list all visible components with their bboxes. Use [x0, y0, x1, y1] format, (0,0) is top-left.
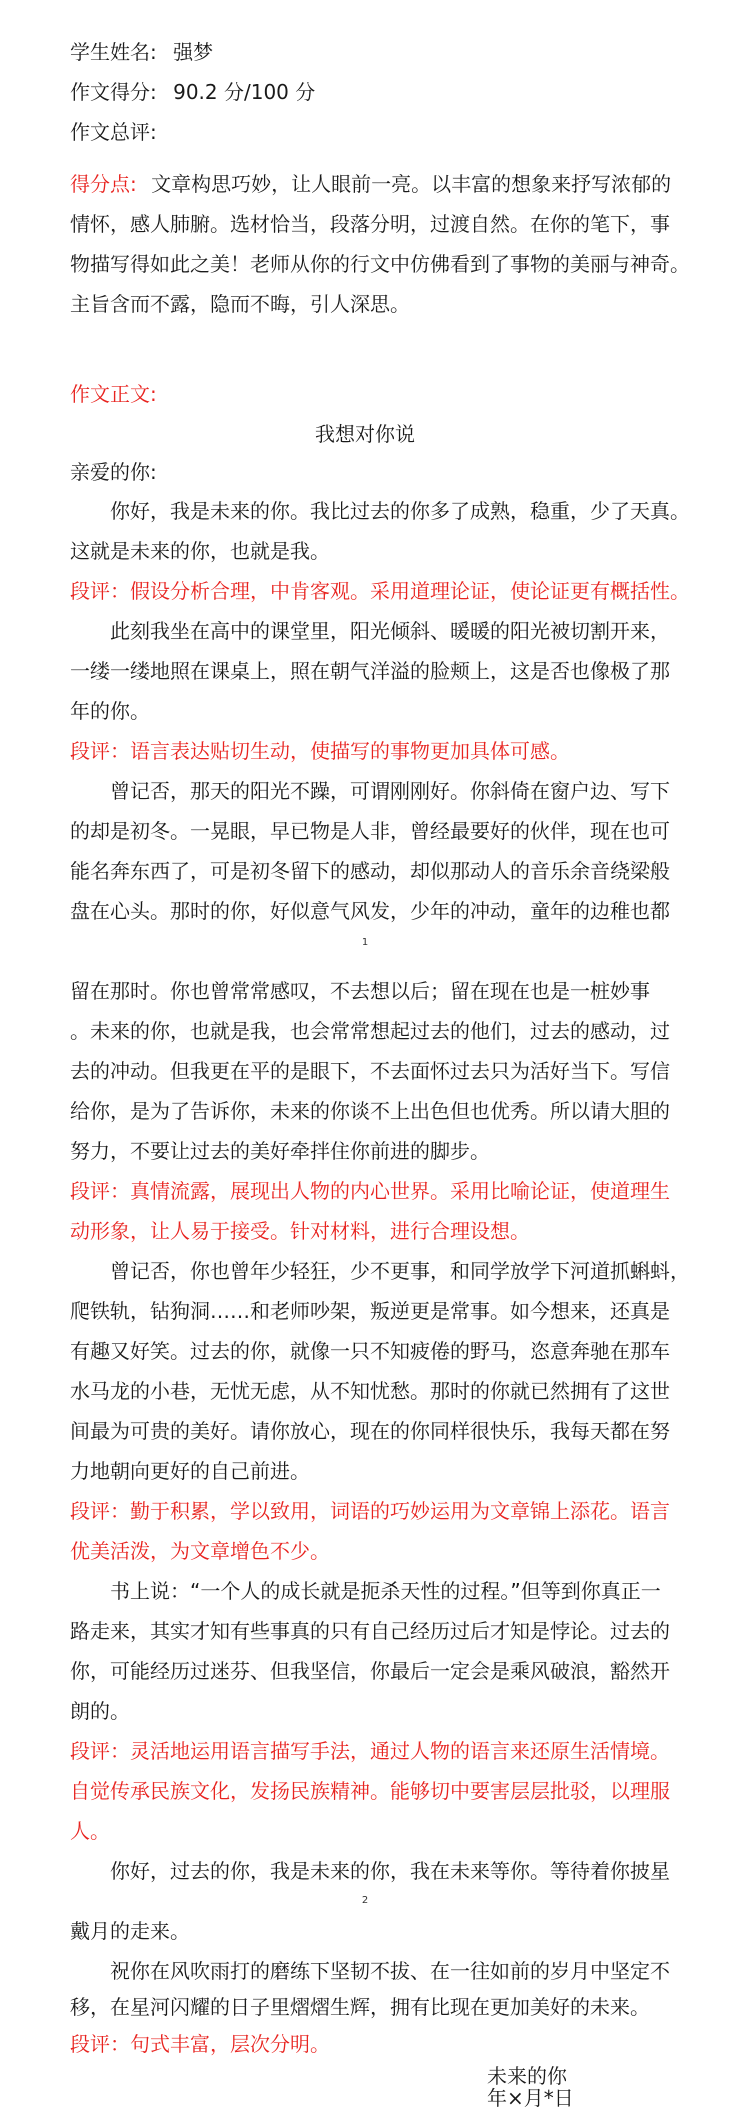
- paragraph-4-line: 间最为可贵的美好。请你放心，现在的你同样很快乐，我每天都在努: [70, 1419, 670, 1443]
- essay-title: 我想对你说: [315, 422, 415, 446]
- paragraph-1-line: 你好，我是未来的你。我比过去的你多了成熟，稳重，少了天真。: [110, 499, 690, 523]
- paragraph-6-line: 你好，过去的你，我是未来的你，我在未来等你。等待着你披星: [110, 1859, 670, 1883]
- paragraph-3-line: 能名奔东西了，可是初冬留下的感动，却似那动人的音乐余音绕梁般: [70, 859, 670, 883]
- paragraph-review-3: 动形象，让人易于接受。针对材料，进行合理设想。: [70, 1219, 530, 1243]
- paragraph-4-line: 力地朝向更好的自己前进。: [70, 1459, 310, 1483]
- score-value: 90.2 分/100 分: [173, 80, 316, 104]
- paragraph-3-line: 去的冲动。但我更在平的是眼下，不去面怀过去只为活好当下。写信: [70, 1059, 670, 1083]
- paragraph-4-line: 曾记否，你也曾年少轻狂，少不更事，和同学放学下河道抓蝌蚪，: [110, 1259, 690, 1283]
- paragraph-3-line: 给你，是为了告诉你，未来的你谈不上出色但也优秀。所以请大胆的: [70, 1099, 670, 1123]
- paragraph-review-5: 段评：灵活地运用语言描写手法，通过人物的语言来还原生活情境。: [70, 1739, 670, 1763]
- paragraph-review-5: 人。: [70, 1819, 110, 1843]
- overall-comment-line-1: 得分点: 文章构思巧妙，让人眼前一亮。以丰富的想象来抒写浓郁的: [70, 172, 672, 196]
- paragraph-6-line: 戴月的走来。: [70, 1919, 190, 1943]
- paragraph-2-line: 一缕一缕地照在课桌上，照在朝气洋溢的脸颊上，这是否也像极了那: [70, 659, 670, 683]
- paragraph-review-4: 段评：勤于积累，学以致用，词语的巧妙运用为文章锦上添花。语言: [70, 1499, 670, 1523]
- score-row: [70, 78, 315, 106]
- overall-comment-line-4: 主旨含而不露，隐而不晦，引人深思。: [70, 292, 410, 316]
- paragraph-review-1: 段评：假设分析合理，中肯客观。采用道理论证，使论证更有概括性。: [70, 579, 690, 603]
- signature: 未来的你: [487, 2064, 567, 2088]
- paragraph-review-5: 自觉传承民族文化，发扬民族精神。能够切中要害层层批驳，以理服: [70, 1779, 670, 1803]
- paragraph-3-line: 曾记否，那天的阳光不躁，可谓刚刚好。你斜倚在窗户边、写下: [110, 779, 670, 803]
- paragraph-3-line: 努力，不要让过去的美好牵拌住你前进的脚步。: [70, 1139, 490, 1163]
- overall-comment-line-3: 物描写得如此之美！老师从你的行文中仿佛看到了事物的美丽与神奇。: [70, 252, 690, 276]
- student-name-label: 学生姓名:: [70, 40, 157, 64]
- page-number: 2: [361, 1895, 369, 1906]
- paragraph-2-line: 年的你。: [70, 699, 150, 723]
- paragraph-4-line: 有趣又好笑。过去的你，就像一只不知疲倦的野马，恣意奔驰在那车: [70, 1339, 670, 1363]
- paragraph-review-3: 段评：真情流露，展现出人物的内心世界。采用比喻论证，使道理生: [70, 1179, 670, 1203]
- paragraph-5-line: 路走来，其实才知有些事真的只有自己经历过后才知是悖论。过去的: [70, 1619, 670, 1643]
- paragraph-3-line: 留在那时。你也曾常常感叹，不去想以后；留在现在也是一桩妙事: [70, 979, 650, 1003]
- paragraph-review-6: 段评：句式丰富，层次分明。: [70, 2032, 330, 2056]
- salutation: 亲爱的你:: [70, 460, 157, 484]
- student-name-value: 强梦: [173, 40, 214, 64]
- paragraph-review-4: 优美活泼，为文章增色不少。: [70, 1539, 330, 1563]
- paragraph-4-line: 水马龙的小巷，无忧无虑，从不知忧愁。那时的你就已然拥有了这世: [70, 1379, 670, 1403]
- paragraph-5-line: 朗的。: [70, 1699, 130, 1723]
- date: 年×月*日: [487, 2086, 574, 2110]
- paragraph-5-line: 你，可能经历过迷芬、但我坚信，你最后一定会是乘风破浪，豁然开: [70, 1659, 670, 1683]
- essay-body-label: 作文正文:: [70, 382, 157, 406]
- overall-comment-line-2: 情怀，感人肺腑。选材恰当，段落分明，过渡自然。在你的笔下，事: [70, 212, 670, 236]
- page-number: 1: [361, 937, 369, 948]
- paragraph-2-line: 此刻我坐在高中的课堂里，阳光倾斜、暖暖的阳光被切割开来，: [110, 619, 670, 643]
- paragraph-7-line: 移，在星河闪耀的日子里熠熠生辉，拥有比现在更加美好的未来。: [70, 1995, 650, 2019]
- score-label: 作文得分:: [70, 80, 157, 104]
- paragraph-1-line: 这就是未来的你，也就是我。: [70, 539, 330, 563]
- paragraph-3-line: 的却是初冬。一晃眼，早已物是人非，曾经最要好的伙伴，现在也可: [70, 819, 670, 843]
- paragraph-review-2: 段评：语言表达贴切生动，使描写的事物更加具体可感。: [70, 739, 570, 763]
- student-name-row: [70, 38, 213, 66]
- paragraph-7-line: 祝你在风吹雨打的磨练下坚韧不拔、在一往如前的岁月中坚定不: [110, 1959, 670, 1983]
- paragraph-3-line: 。未来的你，也就是我，也会常常想起过去的他们，过去的感动，过: [70, 1019, 670, 1043]
- paragraph-4-line: 爬铁轨，钻狗洞……和老师吵架，叛逆更是常事。如今想来，还真是: [70, 1299, 670, 1323]
- overall-comment-label: 作文总评:: [70, 120, 157, 144]
- score-points-label: 得分点:: [70, 172, 137, 196]
- paragraph-5-line: 书上说：“一个人的成长就是扼杀天性的过程。”但等到你真正一: [110, 1579, 661, 1603]
- paragraph-3-line: 盘在心头。那时的你，好似意气风发，少年的冲动，童年的边稚也都: [70, 899, 670, 923]
